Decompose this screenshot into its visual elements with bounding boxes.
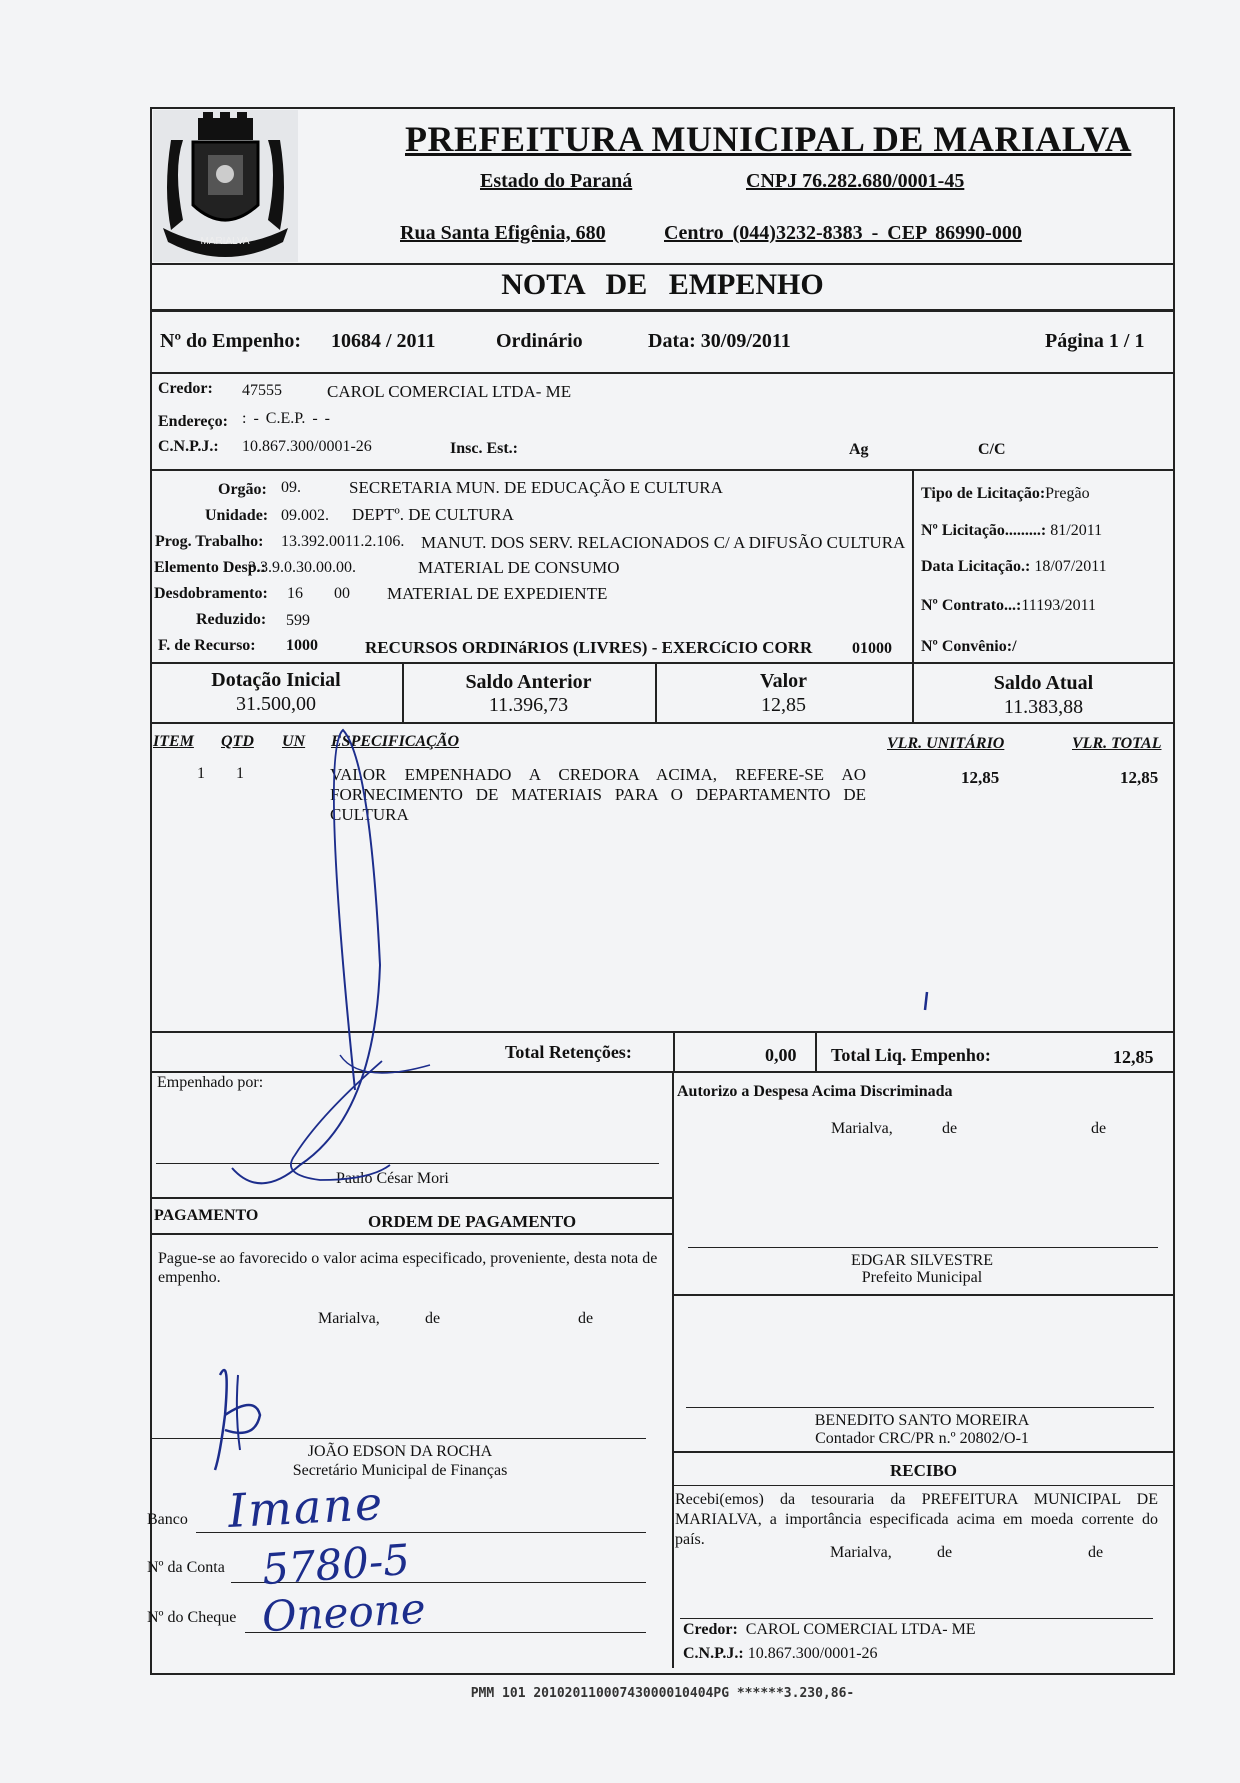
contador-name: BENEDITO SANTO MOREIRA [814, 1412, 1030, 1429]
numero-licitacao-label: Nº Licitação.........: [921, 522, 1047, 539]
item-number: 1 [197, 765, 205, 782]
recibo-credor-name: CAROL COMERCIAL LTDA- ME [745, 1621, 976, 1638]
orgao-label: Orgão: [218, 481, 267, 498]
empenho-number-label: Nº do Empenho: [160, 330, 302, 352]
autorizo-de2: de [1091, 1120, 1107, 1137]
numero-licitacao [921, 522, 1102, 540]
item-qtd: 1 [236, 765, 244, 782]
prog-trabalho-name: MANUT. DOS SERV. RELACIONADOS C/ A DIFUSÃO CULTURA [421, 533, 906, 552]
pagamento-de1: de [425, 1310, 441, 1327]
banco-label: Banco [147, 1511, 188, 1528]
recibo-de2: de [1088, 1544, 1104, 1561]
prog-trabalho-label: Prog. Trabalho: [155, 533, 264, 550]
endereco-label: Endereço: [158, 413, 228, 430]
tipo-licitacao-value: Pregão [1045, 485, 1090, 502]
state-label: Estado do Paraná [480, 170, 633, 192]
col-item: ITEM [153, 733, 194, 750]
saldo-atual-label: Saldo Atual [993, 672, 1094, 694]
insc-est-label: Insc. Est.: [450, 440, 519, 457]
col-qtd: QTD [221, 733, 254, 750]
contrato [921, 597, 1096, 615]
total-retencoes-value: 0,00 [765, 1045, 797, 1065]
recurso-name: RECURSOS ORDINáRIOS (LIVRES) - EXERCíCIO CORR [365, 638, 813, 657]
street-address: Rua Santa Efigênia, 680 [400, 222, 606, 244]
ag-label: Ag [849, 441, 869, 458]
item-vlr-unitario: 12,85 [961, 768, 1000, 787]
recibo-credor-label: Credor: [683, 1621, 738, 1638]
contrato-value: 11193/2011 [1021, 597, 1097, 614]
orgao-code: 09. [281, 479, 301, 496]
data-licitacao [921, 558, 1107, 576]
autorizo-de1: de [942, 1120, 958, 1137]
convenio-label: Nº Convênio:/ [921, 638, 1017, 655]
empenhado-signer: Paulo César Mori [336, 1170, 449, 1187]
signature-empenhado-mark [200, 735, 460, 1195]
desdobramento-name: MATERIAL DE EXPEDIENTE [387, 584, 608, 603]
desdobramento-code: 16 [287, 585, 303, 602]
saldo-anterior-label: Saldo Anterior [465, 671, 592, 693]
prog-trabalho-code: 13.392.0011.2.106. [281, 533, 405, 550]
conta-handwritten: 5780-5 [260, 1534, 412, 1595]
recibo-cnpj-label: C.N.P.J.: [683, 1645, 744, 1662]
recurso-code2: 01000 [852, 640, 892, 657]
total-liq-value: 12,85 [1113, 1047, 1154, 1067]
cnpj-credor-value: 10.867.300/0001-26 [242, 438, 372, 455]
recibo-cnpj-value: 10.867.300/0001-26 [747, 1645, 878, 1662]
municipal-crest-icon [153, 110, 298, 262]
page-indicator: Página 1 / 1 [1045, 330, 1145, 352]
pen-mark [922, 990, 932, 1014]
signature-secretario-mark [200, 1355, 280, 1475]
tipo-licitacao-label: Tipo de Licitação: [921, 485, 1046, 502]
tipo-licitacao [921, 485, 1090, 503]
data-licitacao-label: Data Licitação.: [921, 558, 1031, 575]
credor-name: CAROL COMERCIAL LTDA- ME [327, 382, 572, 401]
elemento-label: Elemento Desp.: [154, 559, 266, 576]
pagamento-de2: de [578, 1310, 594, 1327]
pagamento-label: PAGAMENTO [154, 1207, 259, 1224]
recibo-cnpj [683, 1645, 878, 1663]
svg-text:MARIALVA: MARIALVA [200, 236, 250, 247]
dotacao-label: Dotação Inicial [211, 669, 341, 691]
ordem-pagamento-label: ORDEM DE PAGAMENTO [368, 1212, 577, 1231]
cnpj-credor-label: C.N.P.J.: [158, 438, 219, 455]
empenho-type: Ordinário [496, 330, 583, 352]
endereco-value: : - C.E.P. - - [242, 410, 330, 427]
numero-licitacao-value: 81/2011 [1050, 522, 1103, 539]
desdobramento-code2: 00 [334, 585, 350, 602]
unidade-name: DEPTº. DE CULTURA [352, 505, 514, 524]
recibo-text: Recebi(emos) da tesouraria da PREFEITURA MUNICIPAL DE MARIALVA, a importância especificada acima em moeda corrente do país. [675, 1491, 1158, 1548]
recibo-credor [683, 1621, 976, 1639]
empenhado-por-label: Empenhado por: [157, 1074, 264, 1091]
elemento-name: MATERIAL DE CONSUMO [418, 558, 620, 577]
secretario-role: Secretário Municipal de Finanças [292, 1462, 508, 1479]
credor-code: 47555 [242, 382, 282, 399]
prefeito-role: Prefeito Municipal [861, 1269, 983, 1286]
cheque-handwritten: Oneone [260, 1583, 427, 1642]
recibo-de1: de [937, 1544, 953, 1561]
empenho-number: 10684 / 2011 [331, 330, 436, 352]
cc-label: C/C [978, 441, 1006, 458]
elemento-code: 3.3.9.0.30.00.00. [248, 559, 356, 576]
valor-label: Valor [759, 670, 808, 692]
cheque-label: Nº do Cheque [147, 1609, 237, 1626]
conta-label: Nº da Conta [147, 1559, 225, 1576]
autorizo-label: Autorizo a Despesa Acima Discriminada [677, 1083, 953, 1100]
recurso-label: F. de Recurso: [158, 637, 256, 654]
dotacao-value: 31.500,00 [236, 693, 316, 715]
contrato-label: Nº Contrato...: [921, 597, 1022, 614]
contador-role: Contador CRC/PR n.º 20802/O-1 [815, 1430, 1029, 1447]
saldo-anterior-value: 11.396,73 [488, 694, 569, 716]
cnpj-label: CNPJ 76.282.680/0001-45 [746, 170, 965, 192]
pagamento-text: Pague-se ao favorecido o valor acima especificado, proveniente, desta nota de empenho. [158, 1250, 658, 1286]
recurso-code: 1000 [286, 637, 318, 654]
reduzido-value: 599 [286, 612, 310, 629]
saldo-atual-value: 11.383,88 [1003, 696, 1084, 718]
empenho-date: Data: 30/09/2011 [648, 330, 791, 352]
data-licitacao-value: 18/07/2011 [1034, 558, 1107, 575]
municipality-title: PREFEITURA MUNICIPAL DE MARIALVA [405, 119, 1132, 159]
recibo-place: Marialva, [830, 1544, 892, 1561]
col-vlr-total: VLR. TOTAL [1072, 735, 1162, 752]
banco-handwritten: Imane [226, 1475, 386, 1539]
col-vlr-unitario: VLR. UNITÁRIO [887, 735, 1005, 752]
valor-value: 12,85 [761, 694, 806, 716]
address-contact: Centro (044)3232-8383 - CEP 86990-000 [664, 222, 1022, 244]
unidade-code: 09.002. [281, 507, 329, 524]
item-description: VALOR EMPENHADO A CREDORA ACIMA, REFERE-SE AO FORNECIMENTO DE MATERIAIS PARA O DEPARTAMENTO DE CULTURA [330, 765, 866, 824]
credor-label: Credor: [158, 380, 213, 397]
prefeito-name: EDGAR SILVESTRE [850, 1252, 994, 1269]
recibo-label: RECIBO [889, 1461, 958, 1480]
autorizo-place: Marialva, [831, 1120, 893, 1137]
secretario-name: JOÃO EDSON DA ROCHA [307, 1443, 493, 1460]
orgao-name: SECRETARIA MUN. DE EDUCAÇÃO E CULTURA [349, 478, 723, 497]
total-retencoes-label: Total Retenções: [505, 1042, 632, 1062]
col-especificacao: ESPECIFICAÇÃO [331, 733, 460, 750]
desdobramento-label: Desdobramento: [154, 585, 268, 602]
col-un: UN [282, 733, 306, 750]
pagamento-place: Marialva, [318, 1310, 380, 1327]
document-title: NOTA DE EMPENHO [501, 268, 824, 301]
total-liq-label: Total Liq. Empenho: [831, 1045, 991, 1065]
footer-barcode-text: PMM 101 20102011000743000010404PG ******3.230,86- [470, 1686, 855, 1701]
item-vlr-total: 12,85 [1120, 768, 1159, 787]
unidade-label: Unidade: [205, 507, 269, 524]
reduzido-label: Reduzido: [196, 611, 267, 628]
